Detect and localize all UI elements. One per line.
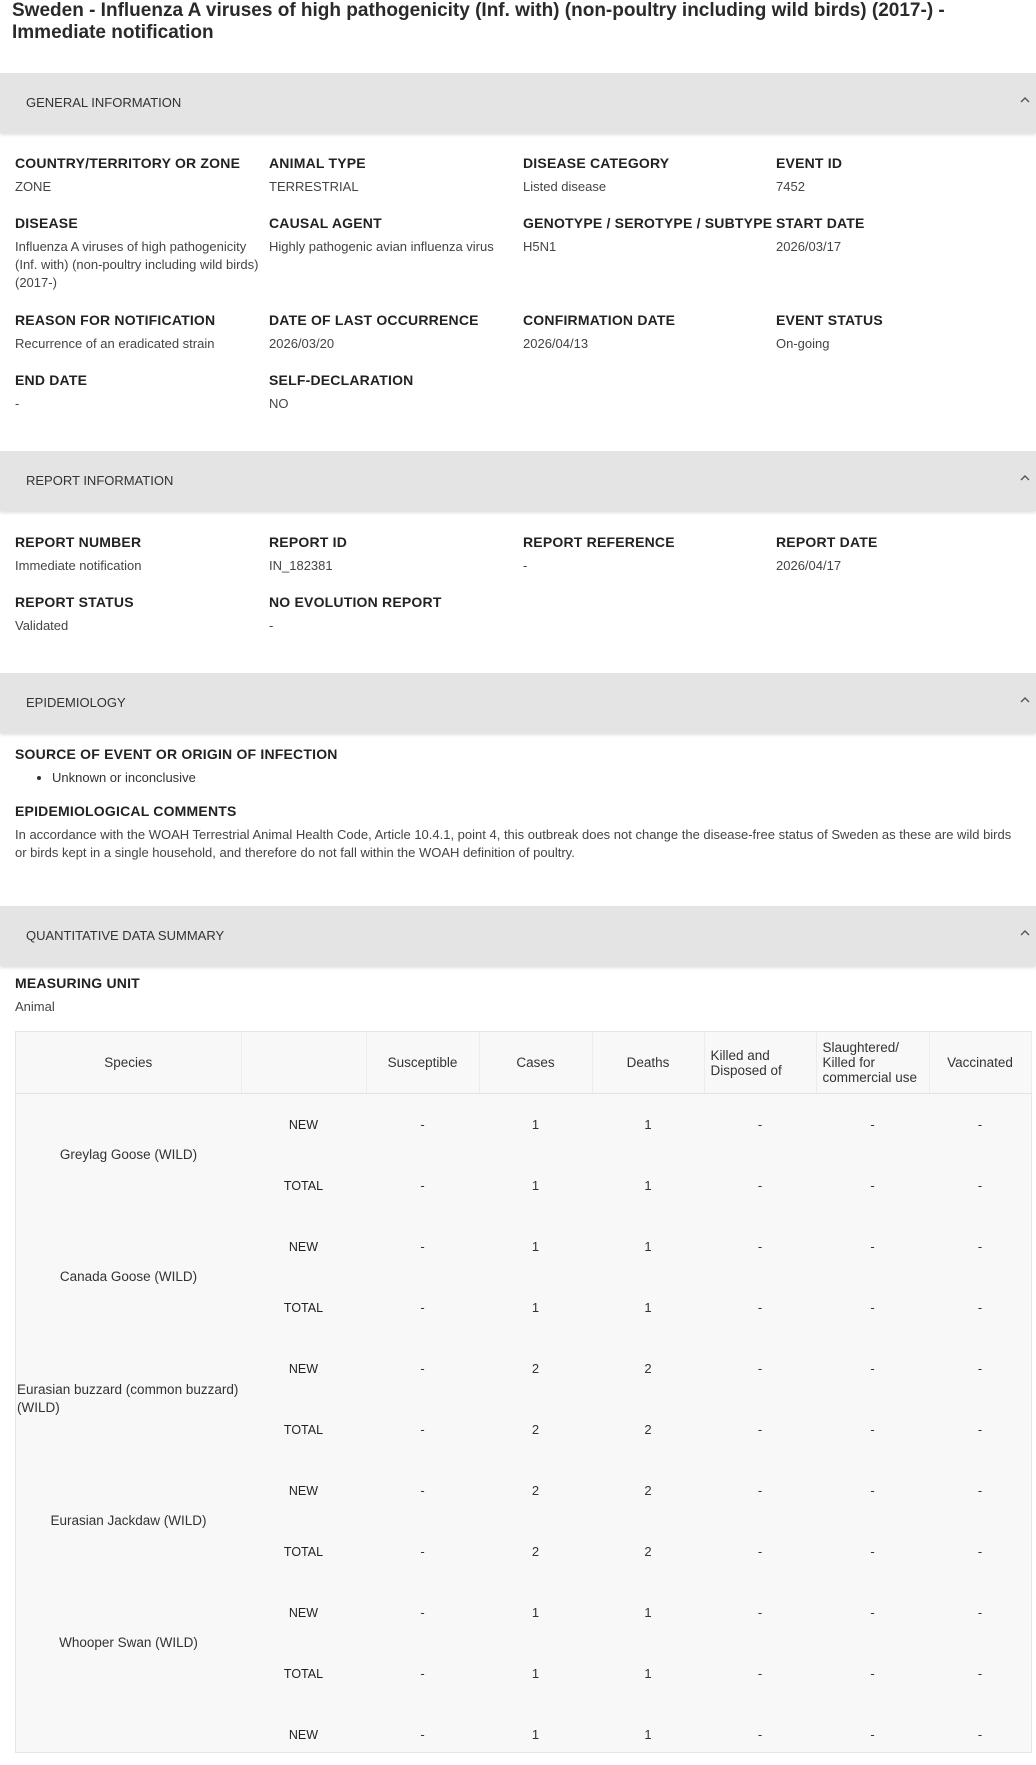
table-cell: 2 <box>592 1338 704 1399</box>
table-cell: 2 <box>592 1399 704 1460</box>
col-header: Vaccinated <box>929 1032 1031 1094</box>
field-country-zone <box>15 154 265 196</box>
field-label: END DATE <box>15 371 265 389</box>
field-value: 2026/04/17 <box>776 557 1026 575</box>
list-item: • Unknown or inconclusive <box>52 769 196 787</box>
field-label: COUNTRY/TERRITORY OR ZONE <box>15 154 265 172</box>
field-end-date <box>15 371 265 413</box>
table-cell: - <box>704 1216 816 1277</box>
col-header: Killed and Disposed of <box>704 1032 816 1094</box>
epi-comments <box>15 802 615 820</box>
col-header: Species <box>16 1032 241 1094</box>
row-kind: NEW <box>241 1460 366 1521</box>
table-cell: - <box>366 1155 479 1216</box>
field-value: Influenza A viruses of high pathogenicity (Inf. with) (non-poultry including wild birds) (2017-) <box>15 238 260 292</box>
row-kind: NEW <box>241 1582 366 1643</box>
col-header: Deaths <box>592 1032 704 1094</box>
field-reason <box>15 311 265 353</box>
epi-source <box>15 745 615 763</box>
table-cell: - <box>816 1460 929 1521</box>
table-row <box>16 1582 1031 1643</box>
table-cell: - <box>366 1277 479 1338</box>
field-value: Immediate notification <box>15 557 265 575</box>
table-cell: 1 <box>592 1155 704 1216</box>
table-cell: - <box>929 1521 1031 1582</box>
measuring-unit-value: Animal <box>15 998 140 1016</box>
field-event-status <box>776 311 1026 353</box>
table-cell: - <box>704 1155 816 1216</box>
table-cell: 2 <box>479 1338 592 1399</box>
table-row <box>16 1216 1031 1277</box>
section-report-header[interactable] <box>0 451 1036 511</box>
field-label: EVENT ID <box>776 154 1026 172</box>
table-cell: - <box>704 1704 816 1765</box>
table-cell: - <box>816 1704 929 1765</box>
table-row <box>16 1094 1031 1156</box>
table-cell: - <box>816 1582 929 1643</box>
table-cell: - <box>704 1277 816 1338</box>
field-label: REPORT ID <box>269 533 519 551</box>
chevron-up-icon[interactable] <box>1018 693 1032 707</box>
row-kind: TOTAL <box>241 1521 366 1582</box>
field-label: ANIMAL TYPE <box>269 154 519 172</box>
field-report-status <box>15 593 265 635</box>
table-body <box>16 1094 1031 1765</box>
section-quantitative-label: QUANTITATIVE DATA SUMMARY <box>26 928 224 943</box>
field-label: START DATE <box>776 214 1026 232</box>
table-cell: - <box>704 1460 816 1521</box>
measuring-unit-label: MEASURING UNIT <box>15 974 140 992</box>
table-cell: 2 <box>479 1460 592 1521</box>
field-label: CAUSAL AGENT <box>269 214 499 232</box>
field-label: REPORT STATUS <box>15 593 265 611</box>
table-cell: 1 <box>592 1643 704 1704</box>
field-label: CONFIRMATION DATE <box>523 311 773 329</box>
chevron-up-icon[interactable] <box>1018 93 1032 107</box>
field-report-id <box>269 533 519 575</box>
table-cell: - <box>366 1216 479 1277</box>
table-cell: - <box>816 1399 929 1460</box>
table-cell: - <box>929 1582 1031 1643</box>
field-value: - <box>523 557 773 575</box>
table-row <box>16 1704 1031 1765</box>
table-cell: - <box>366 1704 479 1765</box>
table-cell: - <box>366 1460 479 1521</box>
table-cell: - <box>704 1399 816 1460</box>
field-confirmation-date <box>523 311 773 353</box>
species-cell: Whooper Swan (WILD) <box>16 1582 241 1704</box>
table-cell: - <box>704 1338 816 1399</box>
field-value: - <box>269 617 519 635</box>
table-cell: 1 <box>592 1277 704 1338</box>
field-label: DATE OF LAST OCCURRENCE <box>269 311 519 329</box>
table-cell: - <box>929 1399 1031 1460</box>
comments-label: EPIDEMIOLOGICAL COMMENTS <box>15 802 615 820</box>
row-kind: TOTAL <box>241 1643 366 1704</box>
table-cell: 1 <box>592 1704 704 1765</box>
table-cell: 1 <box>592 1094 704 1156</box>
row-kind: TOTAL <box>241 1399 366 1460</box>
section-general-label: GENERAL INFORMATION <box>26 95 181 110</box>
field-event-id <box>776 154 1026 196</box>
col-header: Cases <box>479 1032 592 1094</box>
field-value: On-going <box>776 335 1026 353</box>
table-cell: - <box>929 1643 1031 1704</box>
chevron-up-icon[interactable] <box>1018 926 1032 940</box>
table-cell: - <box>704 1521 816 1582</box>
table-cell: - <box>366 1338 479 1399</box>
species-cell: Canada Goose (WILD) <box>16 1216 241 1338</box>
field-value: 2026/03/17 <box>776 238 1026 256</box>
table-cell: - <box>816 1155 929 1216</box>
table-cell: 2 <box>592 1460 704 1521</box>
field-value: H5N1 <box>523 238 773 256</box>
field-value: TERRESTRIAL <box>269 178 519 196</box>
table-row <box>16 1460 1031 1521</box>
table-cell: 2 <box>592 1521 704 1582</box>
table-cell: - <box>816 1277 929 1338</box>
chevron-up-icon[interactable] <box>1018 471 1032 485</box>
field-animal-type <box>269 154 519 196</box>
field-label: REPORT REFERENCE <box>523 533 773 551</box>
field-label: NO EVOLUTION REPORT <box>269 593 519 611</box>
field-no-evolution <box>269 593 519 635</box>
table-cell: 1 <box>479 1216 592 1277</box>
table-cell: 1 <box>592 1216 704 1277</box>
field-report-date <box>776 533 1026 575</box>
field-label: GENOTYPE / SEROTYPE / SUBTYPE <box>523 214 773 232</box>
page-title: Sweden - Influenza A viruses of high pathogenicity (Inf. with) (non-poultry including wild birds) (2017-) - Immediate notification <box>12 0 1012 44</box>
section-quantitative-header[interactable] <box>0 906 1036 966</box>
field-value: Highly pathogenic avian influenza virus <box>269 238 499 256</box>
field-label: SELF-DECLARATION <box>269 371 519 389</box>
col-header: Susceptible <box>366 1032 479 1094</box>
species-cell: Greylag Goose (WILD) <box>16 1094 241 1217</box>
field-self-declaration <box>269 371 519 413</box>
table-cell: - <box>704 1094 816 1156</box>
table-cell: - <box>816 1521 929 1582</box>
table-cell: - <box>929 1277 1031 1338</box>
field-value: IN_182381 <box>269 557 519 575</box>
field-label: REPORT DATE <box>776 533 1026 551</box>
source-list <box>36 769 196 787</box>
table-cell: - <box>704 1643 816 1704</box>
table-cell: - <box>816 1338 929 1399</box>
table-cell: 1 <box>479 1704 592 1765</box>
table-cell: - <box>929 1338 1031 1399</box>
table-cell: 1 <box>479 1277 592 1338</box>
table-cell: - <box>366 1521 479 1582</box>
field-label: EVENT STATUS <box>776 311 1026 329</box>
species-cell: Eurasian Jackdaw (WILD) <box>16 1460 241 1582</box>
field-value: 2026/03/20 <box>269 335 519 353</box>
measuring-unit <box>15 974 140 1016</box>
field-report-reference <box>523 533 773 575</box>
table-cell: - <box>929 1460 1031 1521</box>
table-cell: - <box>929 1704 1031 1765</box>
row-kind: NEW <box>241 1704 366 1765</box>
table-cell: 1 <box>592 1582 704 1643</box>
table-cell: - <box>704 1582 816 1643</box>
field-label: REPORT NUMBER <box>15 533 265 551</box>
field-value: NO <box>269 395 519 413</box>
table-cell: - <box>366 1399 479 1460</box>
table-cell: - <box>366 1094 479 1156</box>
table-cell: - <box>929 1155 1031 1216</box>
field-start-date <box>776 214 1026 256</box>
field-label: REASON FOR NOTIFICATION <box>15 311 265 329</box>
col-header: Slaughtered/ Killed for commercial use <box>816 1032 929 1094</box>
comments-text: In accordance with the WOAH Terrestrial Animal Health Code, Article 10.4.1, point 4, this outbreak does not change the disease-free status of Sweden as these are wild birds or birds kept in a single household, and therefore do not fall within the WOAH definition of poultry. <box>15 826 1025 862</box>
table-cell: - <box>366 1643 479 1704</box>
table-cell: - <box>366 1582 479 1643</box>
source-label: SOURCE OF EVENT OR ORIGIN OF INFECTION <box>15 745 615 763</box>
field-value: - <box>15 395 265 413</box>
field-label: DISEASE CATEGORY <box>523 154 773 172</box>
section-epidemiology-header[interactable] <box>0 673 1036 733</box>
field-report-number <box>15 533 265 575</box>
section-epidemiology-label: EPIDEMIOLOGY <box>26 695 126 710</box>
table-cell: - <box>816 1216 929 1277</box>
field-causal-agent <box>269 214 499 256</box>
row-kind: NEW <box>241 1094 366 1156</box>
field-value: 7452 <box>776 178 1026 196</box>
table-cell: 1 <box>479 1155 592 1216</box>
field-last-occurrence <box>269 311 519 353</box>
species-cell <box>16 1704 241 1765</box>
table-cell: 2 <box>479 1521 592 1582</box>
field-genotype <box>523 214 773 256</box>
table-row <box>16 1338 1031 1399</box>
field-value: Validated <box>15 617 265 635</box>
field-disease <box>15 214 260 292</box>
table-cell: 1 <box>479 1582 592 1643</box>
table-cell: 2 <box>479 1399 592 1460</box>
table-cell: - <box>929 1094 1031 1156</box>
field-value: Listed disease <box>523 178 773 196</box>
row-kind: NEW <box>241 1338 366 1399</box>
species-cell: Eurasian buzzard (common buzzard) (WILD) <box>16 1338 241 1460</box>
field-label: DISEASE <box>15 214 260 232</box>
field-value: Recurrence of an eradicated strain <box>15 335 265 353</box>
col-header <box>241 1032 366 1094</box>
section-report-label: REPORT INFORMATION <box>26 473 173 488</box>
table-cell: - <box>816 1094 929 1156</box>
table-cell: - <box>816 1643 929 1704</box>
table-cell: - <box>929 1216 1031 1277</box>
section-general-header[interactable] <box>0 73 1036 133</box>
table-cell: 1 <box>479 1094 592 1156</box>
row-kind: TOTAL <box>241 1155 366 1216</box>
row-kind: NEW <box>241 1216 366 1277</box>
field-value: ZONE <box>15 178 265 196</box>
quantitative-table <box>15 1031 1032 1753</box>
row-kind: TOTAL <box>241 1277 366 1338</box>
table-cell: 1 <box>479 1643 592 1704</box>
field-disease-category <box>523 154 773 196</box>
field-value: 2026/04/13 <box>523 335 773 353</box>
